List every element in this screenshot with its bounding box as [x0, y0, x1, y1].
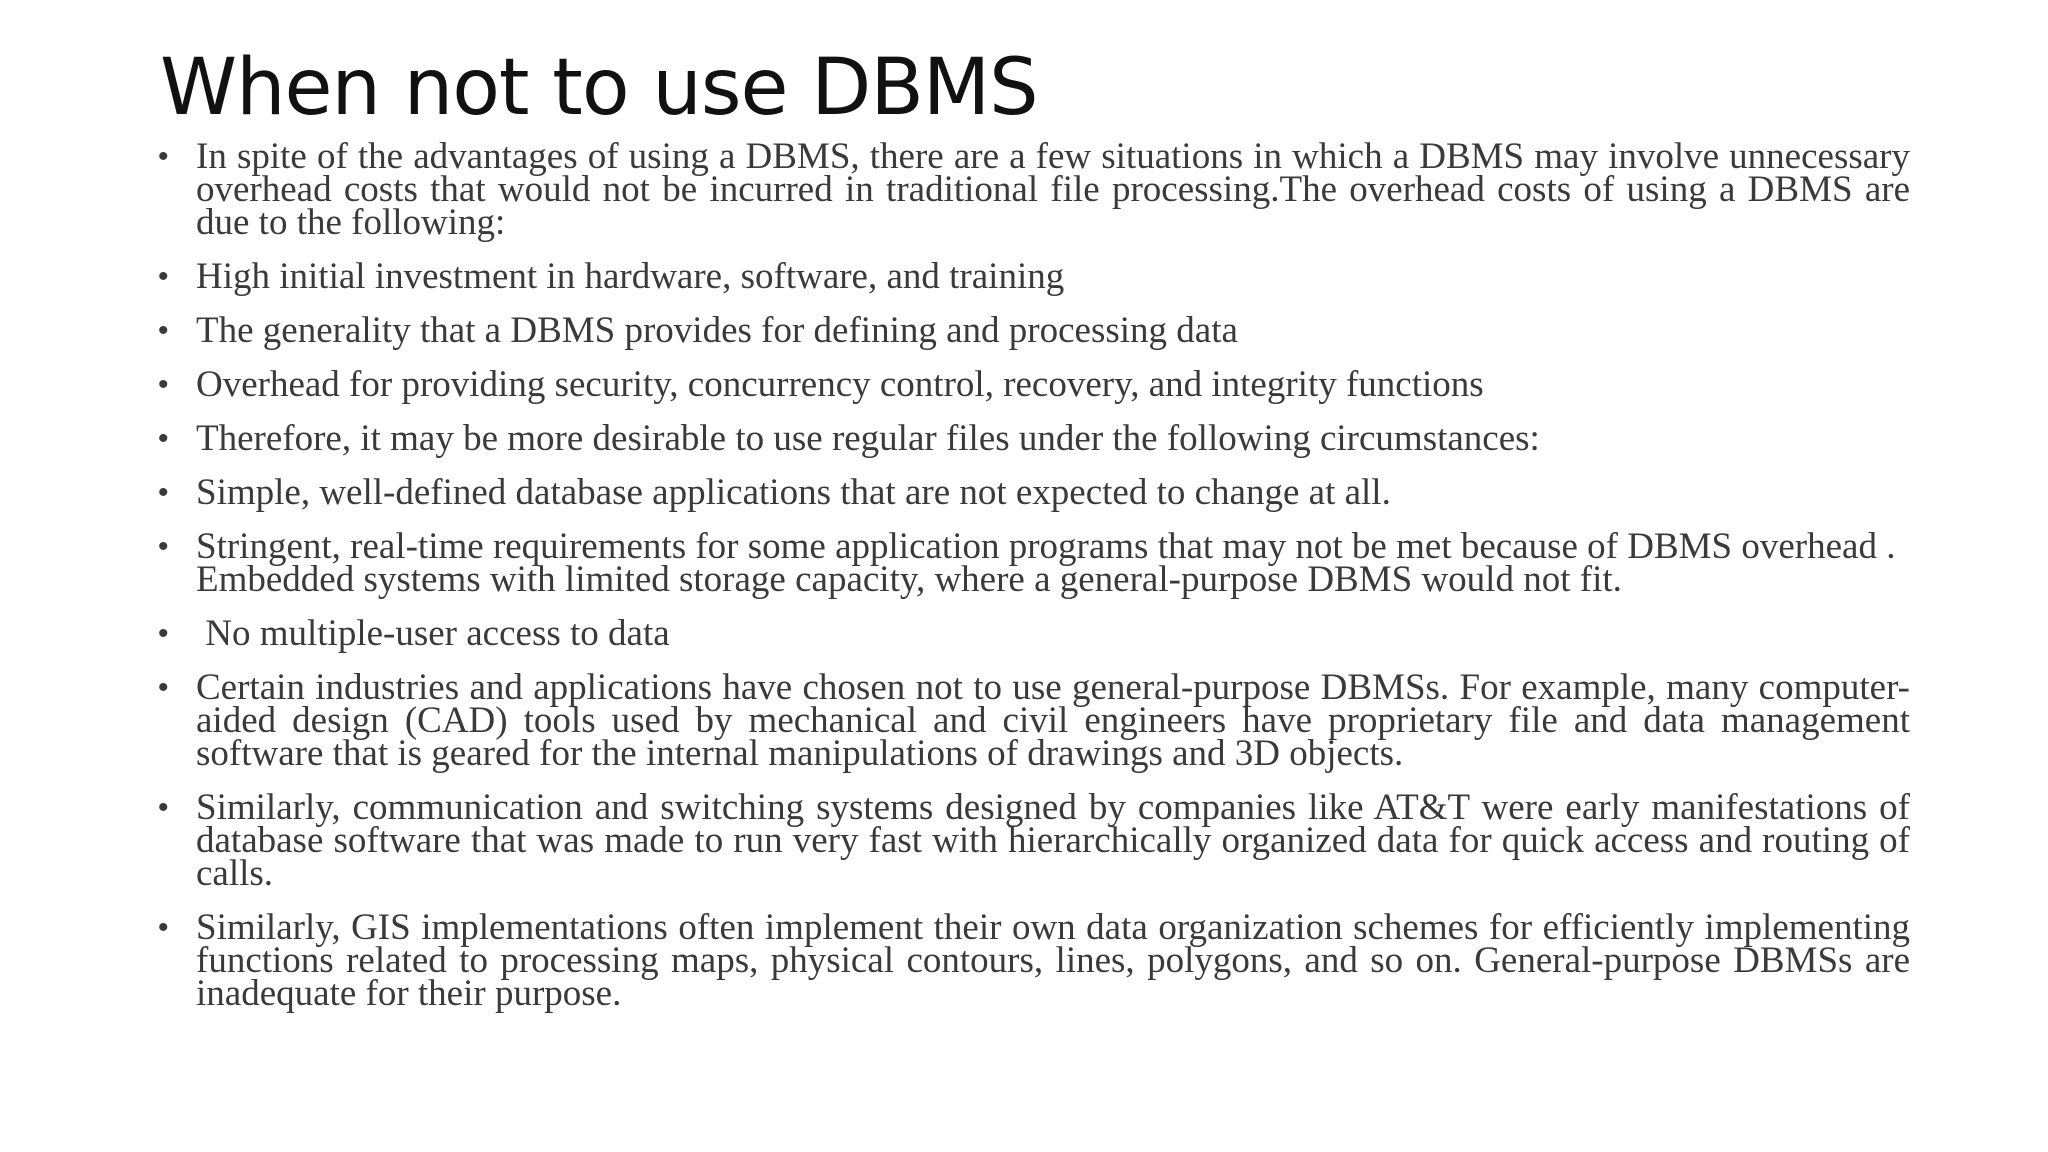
bullet-item [158, 364, 1910, 405]
bullet-item [158, 907, 1910, 1014]
bullet-item [158, 418, 1910, 459]
bullet-text: Similarly, GIS implementations often implement their own data organization schemes for efficiently implementing functions related to processing maps, physical contours, lines, polygons, and so on. General-purpose DBMSs are inadequate for their purpose. [196, 907, 1910, 1014]
slide-title: When not to use DBMS [160, 43, 1038, 133]
bullet-item [158, 667, 1910, 774]
bullet-item [158, 310, 1910, 351]
bullet-text: In spite of the advantages of using a DBMS, there are a few situations in which a DBMS may involve unnecessary overhead costs that would not be incurred in traditional file processing.The overhead costs of using a DBMS are due to the following: [196, 136, 1910, 243]
bullet-item [158, 787, 1910, 894]
bullet-icon: • [158, 671, 169, 704]
bullet-text: Stringent, real-time requirements for some application programs that may not be met because of DBMS overhead . Embedded systems with limited storage capacity, where a general-purpose DBMS would not fit. [196, 526, 1896, 600]
bullet-icon: • [158, 314, 169, 347]
bullet-icon: • [158, 476, 169, 509]
bullet-text: Similarly, communication and switching systems designed by companies like AT&T were early manifestations of database software that was made to run very fast with hierarchically organized data for quick access and routing of calls. [196, 787, 1910, 894]
bullet-text: High initial investment in hardware, software, and training [196, 256, 1065, 297]
bullet-list [158, 136, 1910, 1031]
bullet-item [158, 136, 1910, 243]
bullet-icon: • [158, 422, 169, 455]
bullet-item [158, 613, 1910, 654]
bullet-icon: • [158, 368, 169, 401]
bullet-item [158, 526, 1910, 600]
bullet-text: Simple, well-defined database applications that are not expected to change at all. [196, 472, 1391, 513]
bullet-item [158, 472, 1910, 513]
bullet-text: Certain industries and applications have chosen not to use general-purpose DBMSs. For example, many computer-aided design (CAD) tools used by mechanical and civil engineers have proprietary file and data management software that is geared for the internal manipulations of drawings and 3D objects. [196, 667, 1910, 774]
bullet-item [158, 256, 1910, 297]
bullet-icon: • [158, 617, 169, 650]
bullet-text: The generality that a DBMS provides for defining and processing data [196, 310, 1238, 351]
bullet-icon: • [158, 260, 169, 293]
bullet-icon: • [158, 140, 169, 173]
bullet-icon: • [158, 911, 169, 944]
bullet-text: Overhead for providing security, concurrency control, recovery, and integrity functions [196, 364, 1484, 405]
bullet-icon: • [158, 791, 169, 824]
bullet-text: Therefore, it may be more desirable to use regular files under the following circumstances: [196, 418, 1540, 459]
bullet-text: No multiple-user access to data [196, 613, 670, 654]
bullet-icon: • [158, 530, 169, 563]
